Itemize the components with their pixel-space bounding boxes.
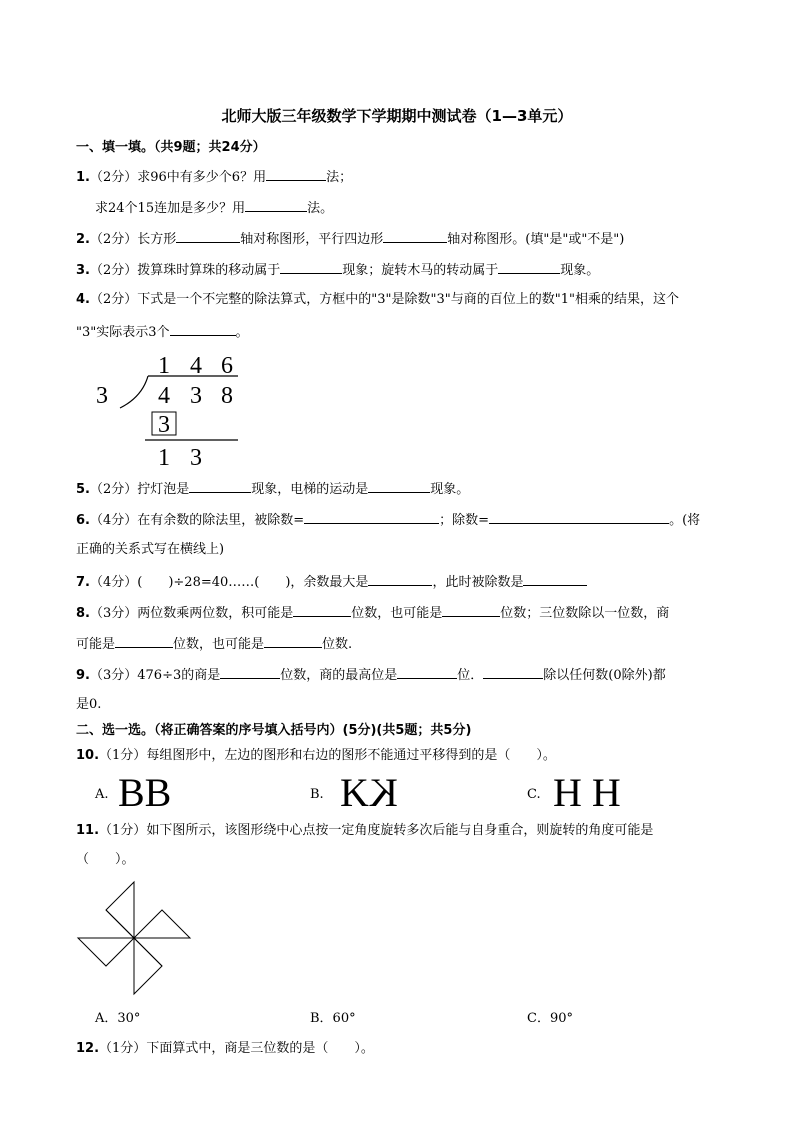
remainder-digit: 1 <box>158 445 170 470</box>
q-text: 位数，也可能是 <box>351 606 443 621</box>
question-5 <box>76 479 469 499</box>
dividend-digit: 3 <box>190 383 202 409</box>
section-2-heading: 二、选一选。（将正确答案的序号填入括号内）(5分)(共5题；共5分) <box>76 723 472 738</box>
answer-blank[interactable] <box>176 229 240 243</box>
q-text: ( )÷28=40……( )，余数最大是 <box>137 575 369 590</box>
q-text: 位数；三位数除以一位数，商 <box>500 606 670 621</box>
answer-blank[interactable] <box>523 572 587 586</box>
q-text: 。(将 <box>669 513 701 528</box>
pinwheel-blade <box>78 938 134 966</box>
question-8 <box>76 603 669 623</box>
letter-k-mirrored: K <box>368 770 398 815</box>
q-text: 每组图形中，左边的图形和右边的图形不能通过平移得到的是（ ）。 <box>146 748 556 763</box>
answer-blank[interactable] <box>189 479 251 493</box>
q-score: （1分） <box>99 748 147 763</box>
q-number: 9. <box>76 668 90 683</box>
long-division-figure <box>90 345 250 470</box>
q-score: （2分） <box>89 292 138 307</box>
q-text: 如下图所示，该图形绕中心点按一定角度旋转多次后能与自身重合，则旋转的角度可能是 <box>146 823 654 838</box>
q-text: 现象。 <box>430 482 470 497</box>
answer-blank[interactable] <box>115 634 173 648</box>
q-text: 拨算珠时算珠的移动属于 <box>137 263 281 278</box>
q-text: 。 <box>235 325 249 340</box>
q-text: 法； <box>326 170 353 185</box>
answer-blank[interactable] <box>245 198 307 212</box>
answer-blank[interactable] <box>483 665 543 679</box>
q-score: （3分） <box>89 668 138 683</box>
question-11 <box>76 822 653 840</box>
q-score: （2分） <box>89 170 138 185</box>
q-text: 轴对称图形。(填"是"或"不是") <box>447 232 625 247</box>
q-text: 法。 <box>307 201 334 216</box>
q-score: （2分） <box>89 263 138 278</box>
q-score: （2分） <box>89 232 138 247</box>
divisor: 3 <box>96 383 108 409</box>
remainder-digit: 3 <box>190 445 202 470</box>
q-text: 476÷3的商是 <box>137 668 221 683</box>
q-text: 求96中有多少个6？用 <box>137 170 267 185</box>
q-text: 轴对称图形，平行四边形 <box>240 232 384 247</box>
q-score: （2分） <box>89 482 138 497</box>
question-9-line-2: 是0. <box>76 697 102 712</box>
q-text: 位数. <box>322 637 353 652</box>
letter-k: K <box>340 770 369 815</box>
section-1-heading: 一、填一填。（共9题；共24分） <box>76 140 266 155</box>
question-4 <box>76 291 679 309</box>
quotient-digit: 6 <box>221 353 233 379</box>
question-10 <box>76 747 556 765</box>
q-text: 位． <box>457 668 484 683</box>
option-a-label[interactable]: A. <box>95 787 109 802</box>
q-number: 1. <box>76 170 90 185</box>
quotient-digit: 4 <box>190 353 202 379</box>
dividend-digit: 4 <box>158 383 170 409</box>
answer-blank[interactable] <box>489 510 669 524</box>
q-text: 下式是一个不完整的除法算式，方框中的"3"是除数"3"与商的百位上的数"1"相乘的结果，这个 <box>137 292 679 307</box>
q-number: 8. <box>76 606 90 621</box>
q-number: 4. <box>76 292 90 307</box>
q-text: 位数，也可能是 <box>173 637 265 652</box>
option-c-label[interactable]: C. <box>527 787 541 802</box>
question-6 <box>76 510 700 530</box>
answer-blank[interactable] <box>304 510 439 524</box>
q-number: 2. <box>76 232 90 247</box>
pinwheel-figure <box>76 878 192 1000</box>
question-9 <box>76 665 666 685</box>
q-text: 现象，电梯的运动是 <box>251 482 369 497</box>
option-a[interactable]: A．30° <box>95 1011 141 1026</box>
q-text: 除以任何数(0除外)都 <box>543 668 666 683</box>
q-text: 可能是 <box>76 637 116 652</box>
answer-blank[interactable] <box>293 603 351 617</box>
q-score: （4分） <box>89 513 138 528</box>
q-score: （3分） <box>89 606 138 621</box>
answer-blank[interactable] <box>220 665 280 679</box>
q-text: ；除数= <box>439 513 490 528</box>
option-b-label[interactable]: B. <box>310 787 324 802</box>
question-2 <box>76 229 624 249</box>
question-12 <box>76 1040 374 1058</box>
question-1 <box>76 167 352 187</box>
q-text: 在有余数的除法里，被除数= <box>137 513 305 528</box>
answer-blank[interactable] <box>397 665 457 679</box>
exam-title: 北师大版三年级数学下学期期中测试卷（1—3单元） <box>221 107 573 125</box>
answer-blank[interactable] <box>264 634 322 648</box>
question-3 <box>76 260 599 280</box>
dividend-digit: 8 <box>221 383 233 409</box>
question-8-line-2 <box>76 634 352 654</box>
pinwheel-diagonal <box>134 938 162 966</box>
q-score: （1分） <box>99 1041 147 1056</box>
answer-blank[interactable] <box>442 603 500 617</box>
q-text: 现象。 <box>560 263 600 278</box>
q-text: 位数，商的最高位是 <box>280 668 398 683</box>
q-text: 求24个15连加是多少？用 <box>95 201 246 216</box>
q-score: （1分） <box>99 823 147 838</box>
q-text: ，此时被除数是 <box>432 575 524 590</box>
option-c-glyph: H H <box>553 770 621 815</box>
question-11-paren: （ ）。 <box>76 852 135 867</box>
q-text: 现象；旋转木马的转动属于 <box>342 263 499 278</box>
pinwheel-blade <box>134 938 162 994</box>
q-number: 6. <box>76 513 90 528</box>
q-text: "3"实际表示3个 <box>76 325 170 340</box>
answer-blank[interactable] <box>368 479 430 493</box>
question-1-line-2 <box>95 198 333 218</box>
quotient-digit: 1 <box>158 353 170 379</box>
question-4-line-2 <box>76 322 249 342</box>
division-bracket <box>120 376 148 408</box>
q-text: 长方形 <box>137 232 177 247</box>
option-c[interactable]: C．90° <box>527 1011 573 1026</box>
answer-blank[interactable] <box>280 260 342 274</box>
answer-blank[interactable] <box>383 229 447 243</box>
q-number: 7. <box>76 575 90 590</box>
option-b-glyph <box>340 772 398 814</box>
option-b[interactable]: B．60° <box>310 1011 356 1026</box>
pinwheel-diagonal <box>106 910 134 938</box>
q-number: 5. <box>76 482 90 497</box>
option-a-glyph: BB <box>118 770 172 815</box>
boxed-digit: 3 <box>158 412 170 438</box>
question-7 <box>76 572 587 592</box>
q-number: 3. <box>76 263 90 278</box>
q-number: 10. <box>76 748 100 763</box>
question-6-line-2: 正确的关系式写在横线上) <box>76 542 225 557</box>
q-text: 拧灯泡是 <box>137 482 190 497</box>
q-number: 11. <box>76 823 100 838</box>
pinwheel-blade <box>134 910 190 938</box>
q-text: 两位数乘两位数，积可能是 <box>137 606 294 621</box>
pinwheel-blade <box>106 882 134 938</box>
answer-blank[interactable] <box>368 572 432 586</box>
q-score: （4分） <box>89 575 138 590</box>
answer-blank[interactable] <box>170 322 236 336</box>
q-number: 12. <box>76 1041 100 1056</box>
answer-blank[interactable] <box>498 260 560 274</box>
answer-blank[interactable] <box>266 167 326 181</box>
q-text: 下面算式中，商是三位数的是（ ）。 <box>146 1041 374 1056</box>
